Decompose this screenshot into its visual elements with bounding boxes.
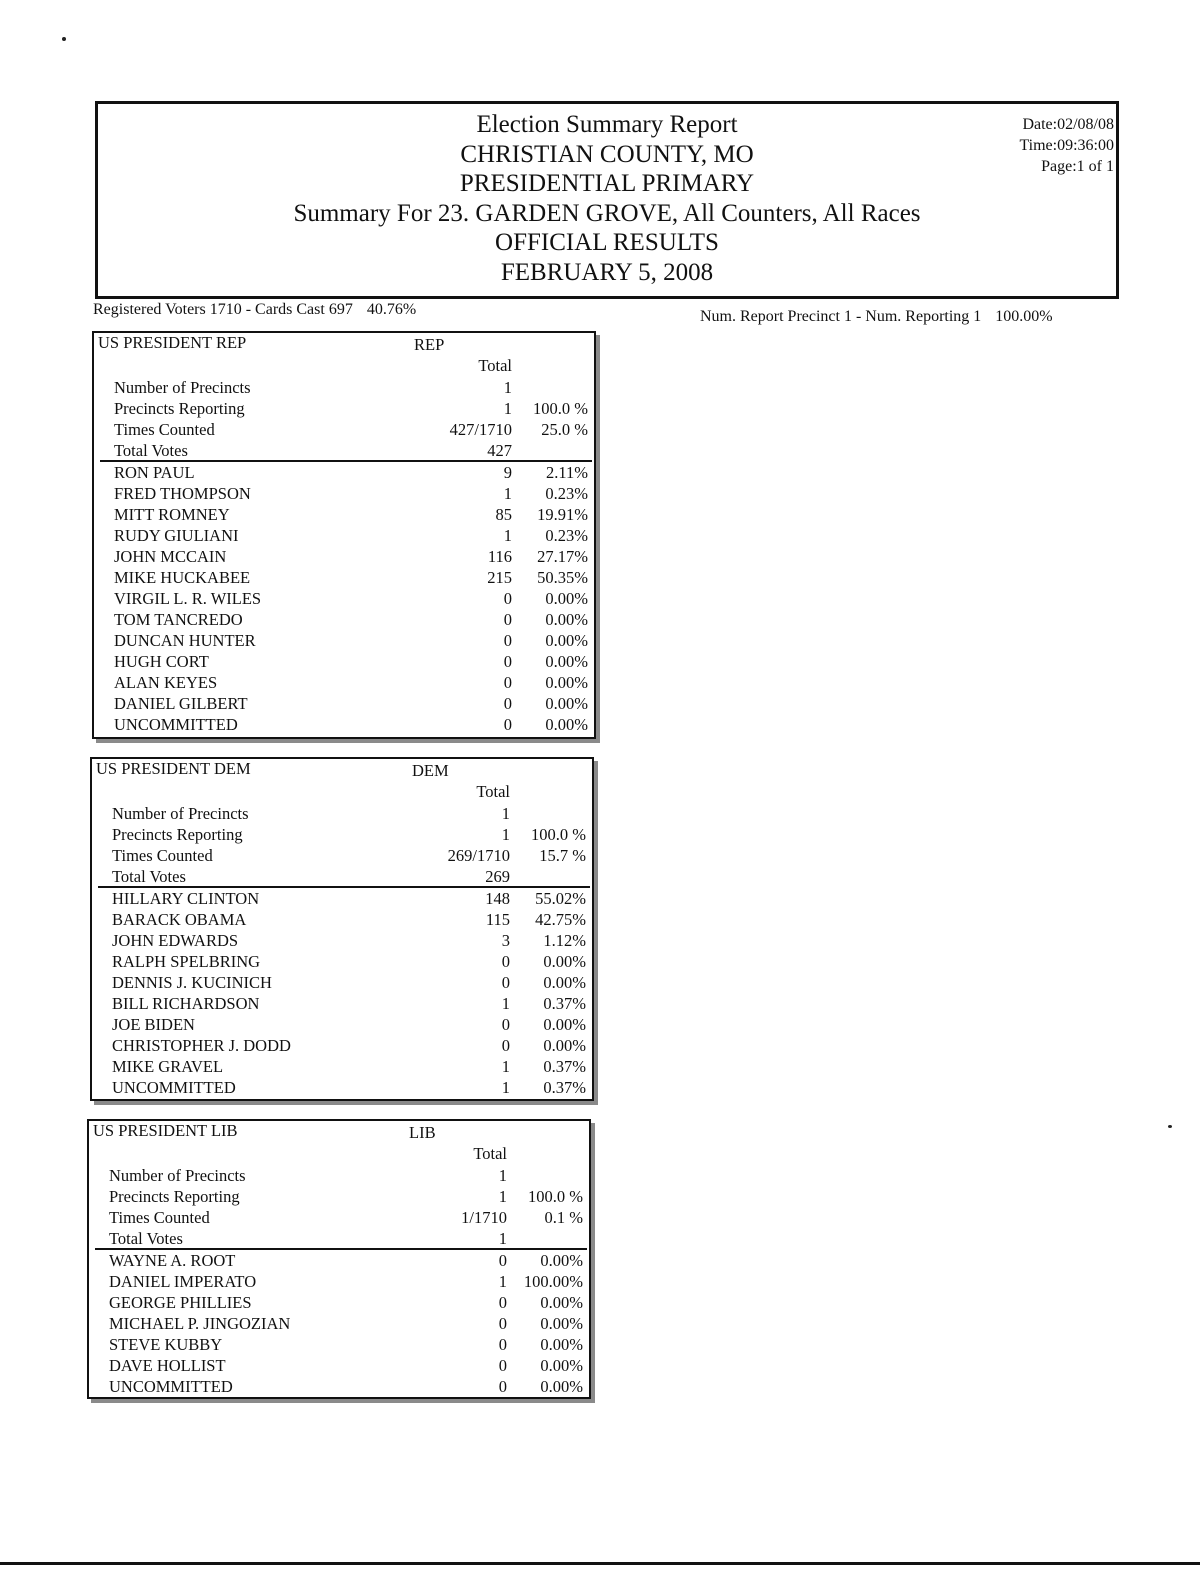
candidate-votes: 116 [487,547,512,566]
candidate-votes: 0 [503,631,512,650]
county-name: CHRISTIAN COUNTY, MO [460,140,754,168]
candidate-percent: 1.12% [543,931,586,950]
candidate-percent: 0.00% [545,673,588,692]
stat-row [92,803,590,824]
candidate-name: DANIEL GILBERT [114,694,248,713]
candidate-row [89,1271,587,1292]
candidate-row [94,672,592,693]
candidate-name: UNCOMMITTED [114,715,238,734]
candidate-percent: 0.00% [543,1036,586,1055]
candidate-votes: 85 [495,505,512,524]
stat-value: 1 [501,825,510,844]
candidate-votes: 0 [498,1251,507,1270]
candidate-row [92,993,590,1014]
candidate-row [92,1056,590,1077]
election-name: PRESIDENTIAL PRIMARY [459,170,755,197]
stat-percent: 100.0 % [531,825,586,844]
candidate-row [89,1376,587,1397]
stat-value: 1 [503,378,512,397]
candidate-row [92,1014,590,1035]
candidate-votes: 1 [501,1057,510,1076]
stat-label: Total Votes [109,1229,183,1248]
candidate-votes: 0 [498,1356,507,1375]
candidate-votes: 0 [498,1314,507,1333]
candidate-name: DENNIS J. KUCINICH [112,973,272,992]
candidate-percent: 0.00% [540,1356,583,1375]
party-label: REP [414,335,445,354]
candidate-votes: 0 [503,673,512,692]
candidate-row [92,888,590,909]
stat-row [89,1186,587,1207]
candidate-percent: 0.00% [545,610,588,629]
candidate-row [89,1355,587,1376]
candidate-row [94,546,592,567]
candidate-name: HILLARY CLINTON [112,889,260,908]
candidate-votes: 0 [503,652,512,671]
candidate-row [94,567,592,588]
candidate-percent: 0.37% [543,1057,586,1076]
stat-percent: 15.7 % [539,846,586,865]
candidate-row [94,588,592,609]
candidate-percent: 0.23% [545,526,588,545]
candidate-name: BARACK OBAMA [112,910,247,929]
candidate-votes: 0 [503,610,512,629]
party-label: LIB [409,1123,436,1142]
candidate-votes: 215 [487,568,512,587]
candidate-row [94,714,592,735]
candidate-row [94,651,592,672]
total-column-header: Total [473,1144,507,1163]
candidate-name: STEVE KUBBY [109,1335,223,1354]
registered-voters-text: Registered Voters 1710 - Cards Cast 697 [93,301,353,318]
stat-row [94,419,592,440]
candidate-votes: 3 [501,931,510,950]
stat-label: Number of Precincts [114,378,251,397]
precinct-summary [700,308,1053,326]
stat-value: 427/1710 [449,420,512,439]
candidate-percent: 0.37% [543,994,586,1013]
candidate-percent: 0.00% [545,694,588,713]
candidate-percent: 0.00% [540,1251,583,1270]
stat-label: Precincts Reporting [109,1187,240,1206]
report-meta [1019,114,1114,177]
candidate-percent: 0.00% [540,1314,583,1333]
report-title: Election Summary Report [476,111,738,138]
candidate-percent: 55.02% [535,889,586,908]
candidate-votes: 115 [485,910,510,929]
candidate-percent: 50.35% [537,568,588,587]
scan-edge-line [0,1562,1200,1565]
candidate-name: DAVE HOLLIST [109,1356,226,1375]
candidate-name: MIKE HUCKABEE [114,568,251,587]
candidate-name: MITT ROMNEY [114,505,230,524]
candidate-votes: 148 [485,889,510,908]
candidate-votes: 0 [503,589,512,608]
stat-row [92,845,590,866]
candidate-name: UNCOMMITTED [109,1377,233,1396]
report-date: Date:02/08/08 [1022,116,1114,133]
party-label: DEM [412,761,449,780]
candidate-name: TOM TANCREDO [114,610,243,629]
stat-value: 1 [498,1166,507,1185]
stat-value: 427 [487,441,512,460]
candidate-name: BILL RICHARDSON [112,994,260,1013]
election-date: FEBRUARY 5, 2008 [500,258,714,286]
candidate-name: UNCOMMITTED [112,1078,236,1097]
candidate-row [94,630,592,651]
candidate-votes: 9 [503,463,512,482]
stat-percent: 100.0 % [533,399,588,418]
candidate-percent: 0.00% [543,973,586,992]
candidate-votes: 0 [503,694,512,713]
stat-percent: 0.1 % [544,1208,583,1227]
stat-row [92,866,590,887]
stat-percent: 25.0 % [541,420,588,439]
report-header [95,101,1119,299]
candidate-row [92,972,590,993]
stat-row [94,440,592,461]
candidate-percent: 0.00% [543,952,586,971]
candidate-percent: 0.00% [545,589,588,608]
stat-value: 269 [485,867,510,886]
stat-row [94,398,592,419]
candidate-percent: 100.00% [523,1272,583,1291]
scan-speck [1168,1125,1172,1128]
turnout-percent: 40.76% [366,301,417,318]
stat-value: 1 [498,1187,507,1206]
candidate-votes: 0 [501,952,510,971]
candidate-percent: 0.00% [545,715,588,734]
candidate-row [89,1250,587,1271]
candidate-name: VIRGIL L. R. WILES [114,589,262,608]
candidate-votes: 0 [498,1377,507,1396]
candidate-votes: 1 [503,526,512,545]
candidate-percent: 0.00% [540,1377,583,1396]
candidate-percent: 0.37% [543,1078,586,1097]
candidate-percent: 0.00% [545,631,588,650]
report-time: Time:09:36:00 [1019,137,1114,154]
candidate-votes: 0 [501,1036,510,1055]
candidate-name: GEORGE PHILLIES [109,1293,252,1312]
turnout-summary [93,301,416,319]
candidate-percent: 0.00% [545,652,588,671]
candidate-row [94,504,592,525]
stat-value: 269/1710 [447,846,510,865]
scan-speck [62,37,66,41]
candidate-name: DANIEL IMPERATO [109,1272,257,1291]
stat-row [94,377,592,398]
candidate-name: JOE BIDEN [112,1015,195,1034]
candidate-row [94,609,592,630]
stat-value: 1 [501,804,510,823]
total-column-header: Total [478,356,512,375]
stat-label: Total Votes [114,441,188,460]
precinct-reporting-percent: 100.00% [995,308,1053,325]
candidate-votes: 0 [501,973,510,992]
stat-value: 1 [498,1229,507,1248]
race-title: US PRESIDENT DEM [96,759,251,778]
candidate-name: MICHAEL P. JINGOZIAN [109,1314,291,1333]
race-title: US PRESIDENT REP [98,333,247,352]
candidate-name: CHRISTOPHER J. DODD [112,1036,291,1055]
stat-label: Total Votes [112,867,186,886]
results-status: OFFICIAL RESULTS [495,229,719,256]
candidate-row [89,1292,587,1313]
candidate-votes: 0 [503,715,512,734]
candidate-percent: 27.17% [537,547,588,566]
stat-value: 1/1710 [461,1208,507,1227]
candidate-name: RALPH SPELBRING [112,952,261,971]
stat-percent: 100.0 % [528,1187,583,1206]
candidate-name: RUDY GIULIANI [114,526,239,545]
candidate-percent: 0.00% [543,1015,586,1034]
candidate-name: ALAN KEYES [114,673,218,692]
stat-label: Times Counted [114,420,215,439]
stat-value: 1 [503,399,512,418]
candidate-percent: 2.11% [545,463,588,482]
candidate-row [89,1313,587,1334]
stat-row [89,1228,587,1249]
candidate-row [92,1077,590,1098]
candidate-votes: 1 [503,484,512,503]
candidate-row [89,1334,587,1355]
candidate-votes: 0 [498,1335,507,1354]
candidate-votes: 1 [498,1272,507,1291]
summary-scope: Summary For 23. GARDEN GROVE, All Counters, All Races [293,199,921,227]
stat-label: Precincts Reporting [114,399,245,418]
candidate-row [92,909,590,930]
candidate-votes: 0 [498,1293,507,1312]
total-column-header: Total [476,782,510,801]
stat-label: Precincts Reporting [112,825,243,844]
candidate-row [92,951,590,972]
report-page: Page:1 of 1 [1041,158,1114,175]
stat-row [89,1165,587,1186]
candidate-percent: 0.00% [540,1335,583,1354]
candidate-row [94,483,592,504]
candidate-name: JOHN EDWARDS [112,931,239,950]
candidate-row [92,930,590,951]
candidate-name: MIKE GRAVEL [112,1057,224,1076]
candidate-name: FRED THOMPSON [114,484,251,503]
stat-label: Number of Precincts [109,1166,246,1185]
candidate-name: RON PAUL [114,463,195,482]
stat-row [92,824,590,845]
candidate-percent: 42.75% [535,910,586,929]
candidate-row [92,1035,590,1056]
precinct-reporting-text: Num. Report Precinct 1 - Num. Reporting 1 [700,308,982,325]
candidate-percent: 0.23% [545,484,588,503]
candidate-percent: 19.91% [537,505,588,524]
stat-row [89,1207,587,1228]
stat-label: Number of Precincts [112,804,249,823]
stat-label: Times Counted [109,1208,210,1227]
candidate-votes: 0 [501,1015,510,1034]
candidate-percent: 0.00% [540,1293,583,1312]
candidate-name: DUNCAN HUNTER [114,631,256,650]
candidate-votes: 1 [501,994,510,1013]
candidate-row [94,525,592,546]
race-box-lib [87,1119,591,1399]
race-box-dem [90,757,594,1101]
candidate-name: JOHN MCCAIN [114,547,227,566]
candidate-votes: 1 [501,1078,510,1097]
race-title: US PRESIDENT LIB [93,1121,238,1140]
candidate-row [94,462,592,483]
stat-label: Times Counted [112,846,213,865]
candidate-name: WAYNE A. ROOT [109,1251,236,1270]
candidate-name: HUGH CORT [114,652,209,671]
race-box-rep [92,331,596,739]
candidate-row [94,693,592,714]
report-title-block [98,110,1116,287]
